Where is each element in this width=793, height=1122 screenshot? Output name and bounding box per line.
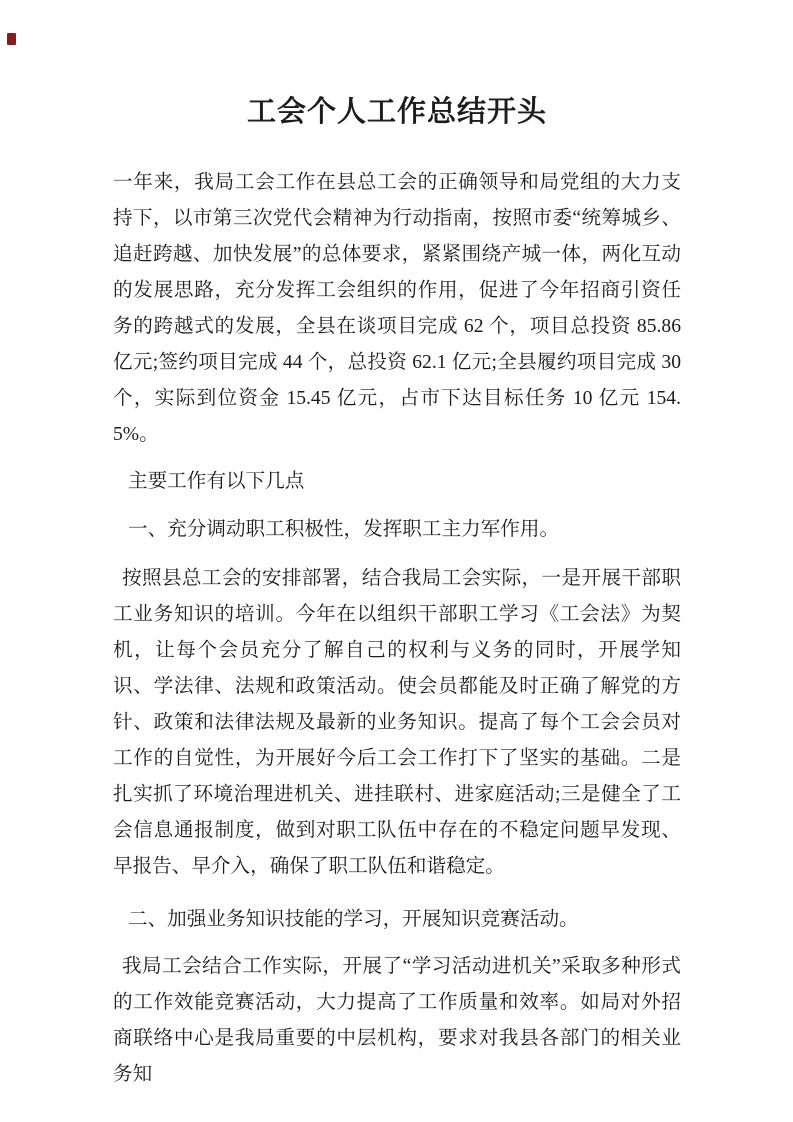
heading-section-2: 二、加强业务知识技能的学习，开展知识竞赛活动。	[128, 909, 579, 930]
paragraph-intro: 一年来，我局工会工作在县总工会的正确领导和局党组的大力支持下，以市第三次党代会精神为行动指南，按照市委“统筹城乡、追赶跨越、加快发展”的总体要求，紧紧围绕产城一体，两化互动的发展思路，充分发挥工会组织的作用，促进了今年招商引资任务的跨越式的发展，全县在谈项目完成 62 个，项目总投资 85.86 亿元;签约项目完成 44 个，总投资 62.1 亿元;全县履约项目完成 30 个，实际到位资金 15.45 亿元，占市下达目标任务 10 亿元 154.5%。	[113, 172, 681, 445]
corner-red-mark	[7, 33, 16, 45]
paragraph-section-1: 按照县总工会的安排部署，结合我局工会实际，一是开展干部职工业务知识的培训。今年在以组织干部职工学习《工会法》为契机，让每个会员充分了解自己的权利与义务的同时，开展学知识、学法律、法规和政策活动。使会员都能及时正确了解党的方针、政策和法律法规及最新的业务知识。提高了每个工会会员对工作的自觉性，为开展好今后工会工作打下了坚实的基础。二是扎实抓了环境治理进机关、进挂联村、进家庭活动;三是健全了工会信息通报制度，做到对职工队伍中存在的不稳定问题早发现、早报告、早介入，确保了职工队伍和谐稳定。	[113, 568, 681, 877]
heading-section-1: 一、充分调动职工积极性，发挥职工主力军作用。	[128, 519, 560, 540]
heading-main-points: 主要工作有以下几点	[128, 471, 305, 492]
document-title: 工会个人工作总结开头	[246, 96, 547, 128]
paragraph-section-2: 我局工会结合工作实际，开展了“学习活动进机关”采取多种形式的工作效能竞赛活动，大力提高了工作质量和效率。如局对外招商联络中心是我局重要的中层机构，要求对我县各部门的相关业务知	[113, 956, 681, 1085]
document-content	[113, 92, 681, 1093]
